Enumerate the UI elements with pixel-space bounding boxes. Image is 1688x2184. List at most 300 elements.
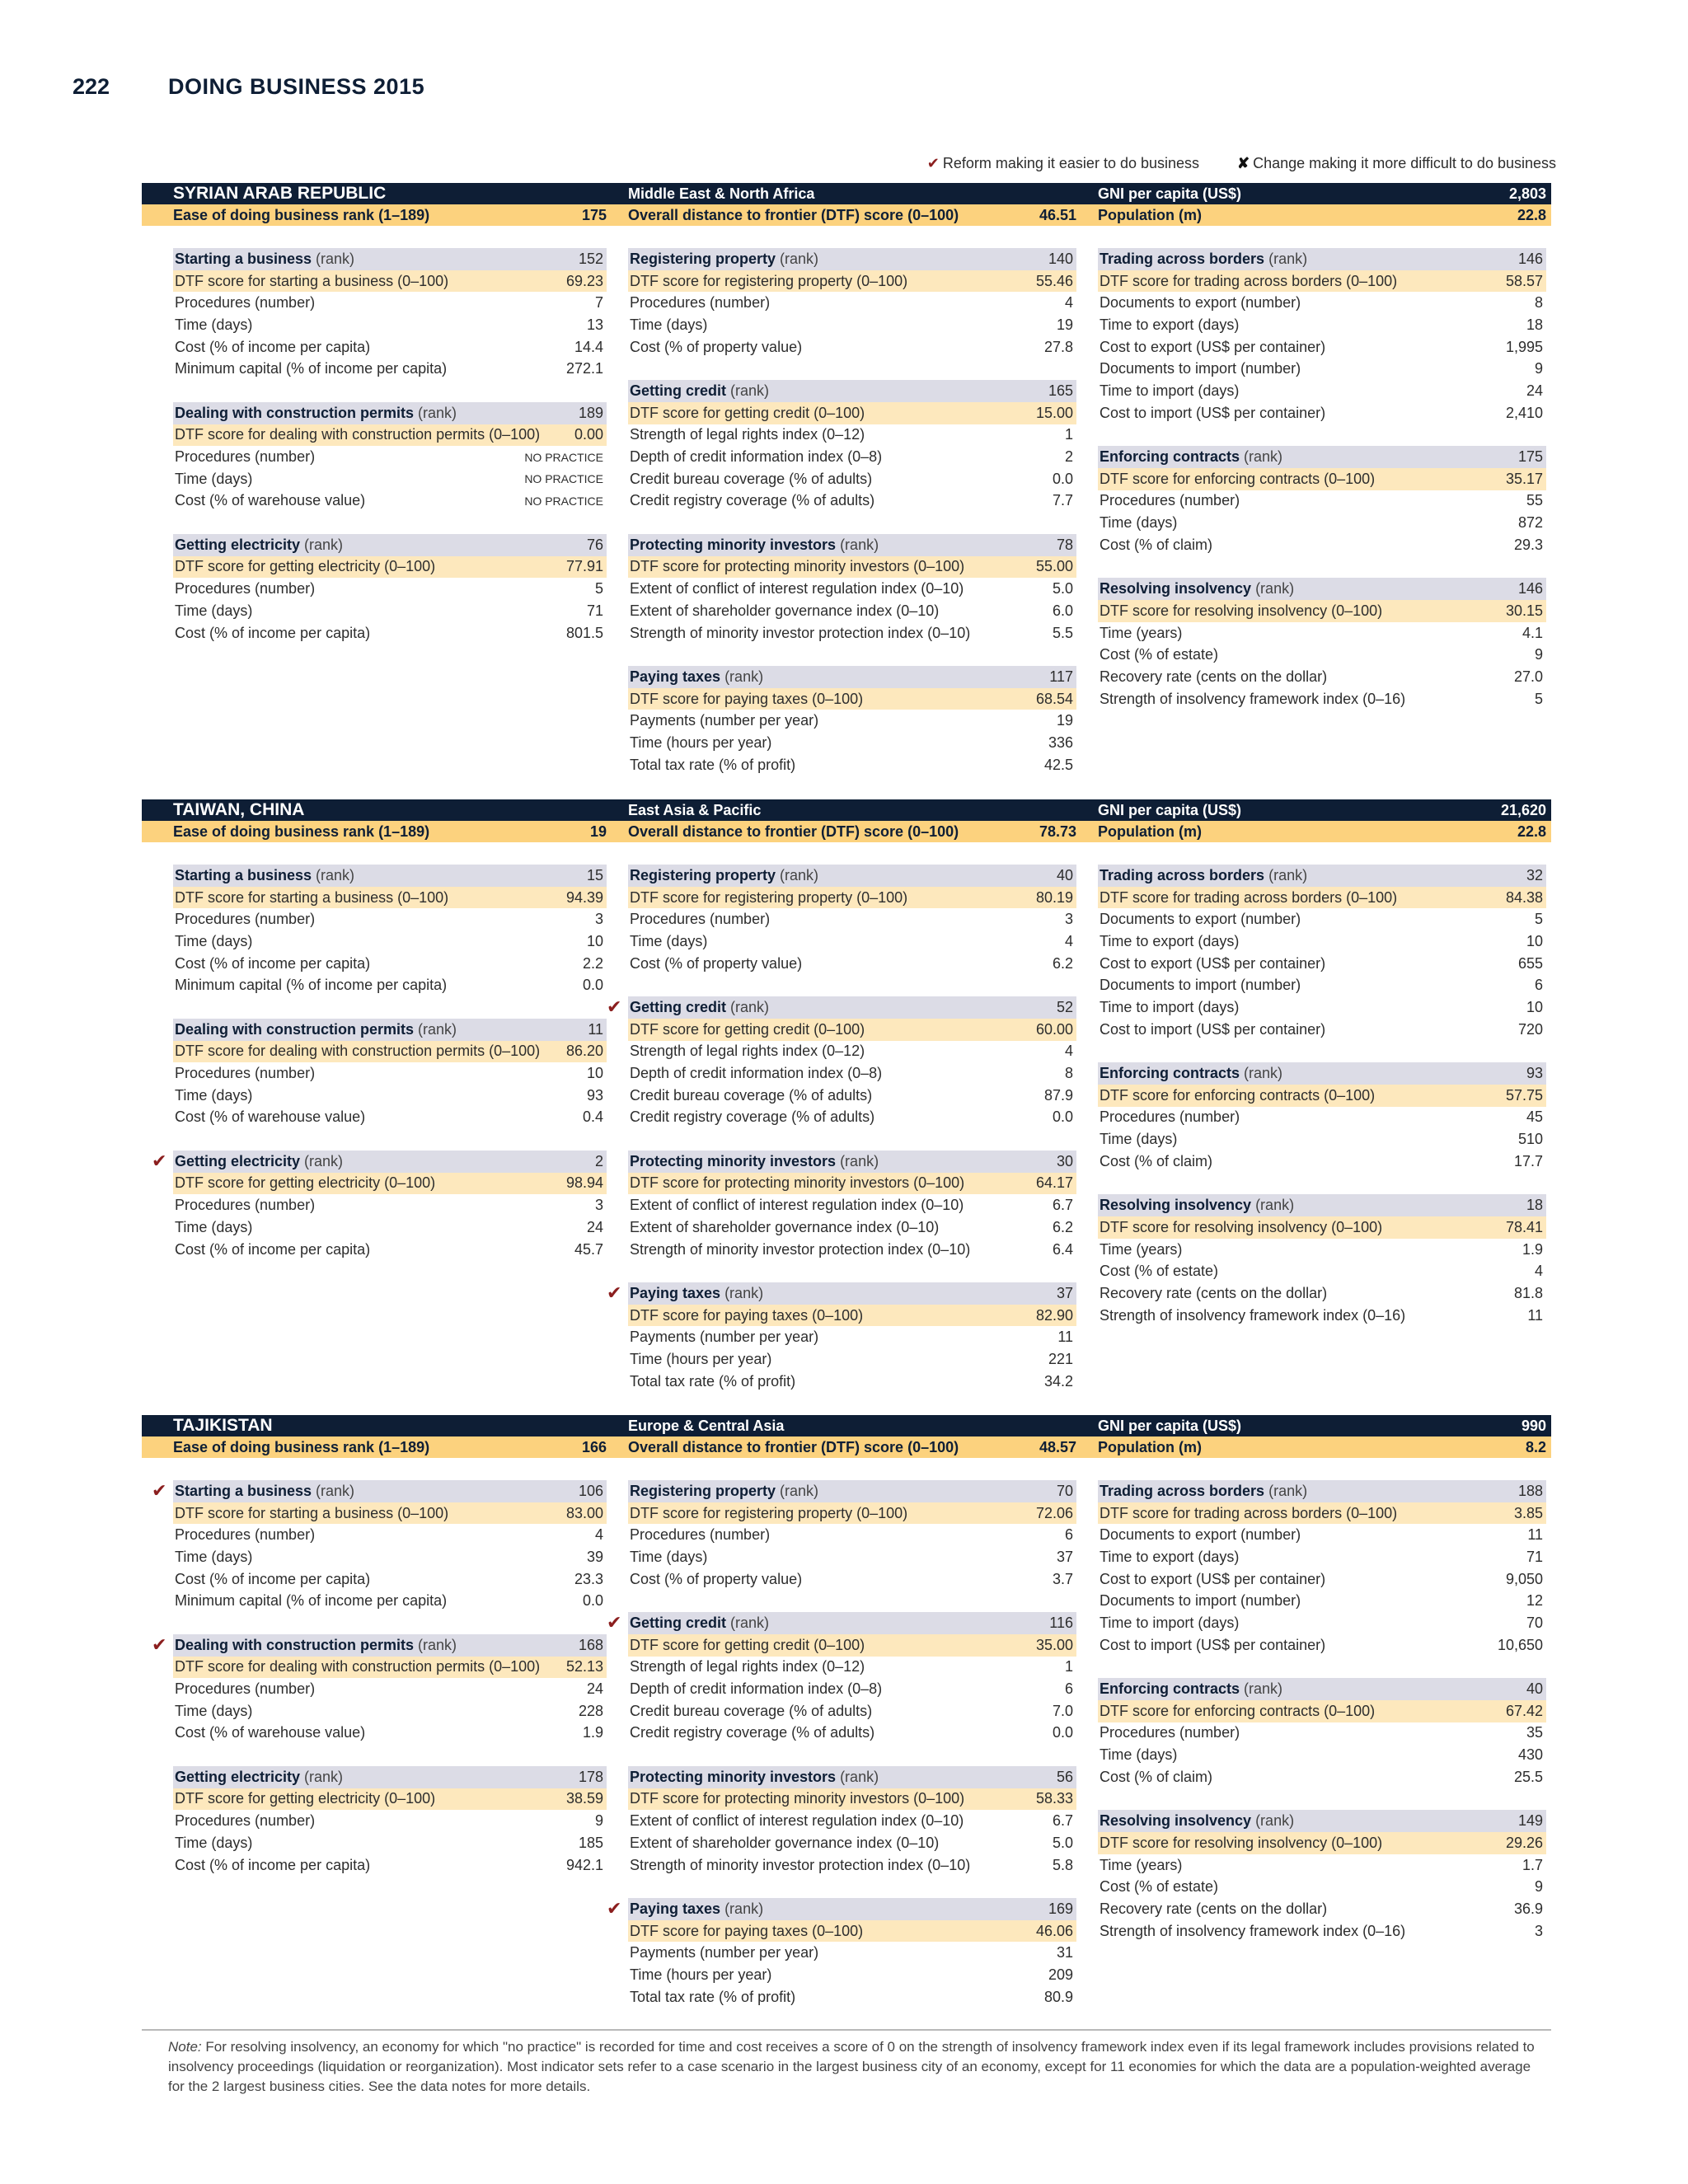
sub-indicator-label: Procedures (number) xyxy=(175,911,316,928)
sub-indicator-value: 6.4 xyxy=(1052,1240,1073,1258)
indicator-block xyxy=(1098,865,1546,1041)
reform-check-icon: ✔ xyxy=(607,996,622,1018)
sub-indicator-value: 27.0 xyxy=(1513,668,1543,685)
sub-indicator-label: Documents to export (number) xyxy=(1100,911,1301,928)
sub-indicator-label: Time (days) xyxy=(1100,514,1178,532)
sub-indicator-value: 71 xyxy=(586,602,603,619)
sub-indicator-row xyxy=(1098,1546,1546,1568)
sub-indicator-row xyxy=(1098,1239,1546,1261)
sub-indicator-value: 24 xyxy=(586,1680,603,1698)
sub-indicator-row xyxy=(1098,380,1546,402)
sub-indicator-row xyxy=(173,1085,607,1107)
sub-indicator-value: 1.7 xyxy=(1522,1856,1543,1873)
dtf-score-value: 29.26 xyxy=(1505,1834,1543,1851)
gni-value: 990 xyxy=(1521,1417,1546,1434)
sub-indicator-label: Time (years) xyxy=(1100,1240,1183,1258)
gni-label: GNI per capita (US$) xyxy=(1098,185,1242,202)
dtf-score-value: 15.00 xyxy=(1035,404,1073,421)
sub-indicator-label: Time (days) xyxy=(175,316,253,333)
sub-indicator-row xyxy=(173,622,607,644)
sub-indicator-row xyxy=(173,358,607,380)
sub-indicator-value: 3 xyxy=(1534,1922,1543,1939)
economy-block xyxy=(142,183,1551,798)
population-cell xyxy=(1081,821,1551,842)
sub-indicator-value: 5.5 xyxy=(1052,624,1073,641)
dtf-score-label: DTF score for getting electricity (0–100) xyxy=(175,1790,436,1807)
dtf-score-row xyxy=(628,1019,1076,1041)
indicator-rank: 149 xyxy=(1517,1812,1543,1830)
sub-indicator-label: Cost (% of estate) xyxy=(1100,1263,1219,1280)
indicator-block xyxy=(173,534,607,644)
indicator-header xyxy=(1098,446,1546,468)
sub-indicator-row xyxy=(1098,1305,1546,1327)
sub-indicator-value: 11 xyxy=(1527,1306,1543,1324)
sub-indicator-value: 7.7 xyxy=(1052,492,1073,509)
sub-indicator-row xyxy=(628,1832,1076,1854)
sub-indicator-label: Procedures (number) xyxy=(175,294,316,312)
footnote-divider xyxy=(142,2029,1551,2031)
sub-indicator-row xyxy=(628,446,1076,468)
sub-indicator-value: 2.2 xyxy=(582,954,603,972)
indicator-rank: 168 xyxy=(578,1636,603,1653)
legend xyxy=(927,155,1556,172)
indicator-title: Starting a business xyxy=(175,250,312,267)
sub-indicator-label: Time (days) xyxy=(1100,1746,1178,1764)
sub-indicator-value: 12 xyxy=(1526,1592,1543,1610)
sub-indicator-row xyxy=(628,336,1076,359)
sub-indicator-label: Recovery rate (cents on the dollar) xyxy=(1100,1900,1328,1917)
sub-indicator-value: 3 xyxy=(594,1197,603,1214)
sub-indicator-label: Cost (% of warehouse value) xyxy=(175,1724,366,1741)
sub-indicator-row xyxy=(1098,336,1546,359)
sub-indicator-label: Documents to export (number) xyxy=(1100,294,1301,312)
sub-indicator-value: 8 xyxy=(1534,294,1543,312)
dtf-overall-label: Overall distance to frontier (DTF) score (0–100) xyxy=(628,823,959,840)
footnote xyxy=(168,2037,1550,2097)
indicator-title: Starting a business xyxy=(175,1482,312,1499)
sub-indicator-label: Strength of legal rights index (0–12) xyxy=(630,426,865,443)
dtf-score-label: DTF score for dealing with construction permits (0–100) xyxy=(175,1043,541,1060)
indicator-title: Registering property xyxy=(630,250,776,267)
indicator-rank: 56 xyxy=(1056,1768,1073,1785)
sub-indicator-value: 87.9 xyxy=(1043,1086,1073,1104)
sub-indicator-value: 4 xyxy=(1064,932,1073,949)
reform-check-icon: ✔ xyxy=(152,1480,167,1501)
indicator-block xyxy=(1098,1480,1546,1657)
sub-indicator-row xyxy=(173,336,607,359)
sub-indicator-row xyxy=(628,424,1076,447)
sub-indicator-row xyxy=(628,754,1076,776)
indicator-header xyxy=(1098,1480,1546,1502)
sub-indicator-label: Payments (number per year) xyxy=(630,1944,819,1961)
ease-rank-value: 175 xyxy=(581,206,607,223)
rank-suffix: (rank) xyxy=(776,250,819,267)
indicator-column xyxy=(142,1480,612,2030)
indicator-block xyxy=(173,1766,607,1876)
reform-check-icon: ✔ xyxy=(607,1898,622,1919)
dtf-score-row xyxy=(1098,887,1546,909)
sub-indicator-row xyxy=(1098,1151,1546,1173)
sub-indicator-label: Time to import (days) xyxy=(1100,998,1240,1015)
indicator-block xyxy=(1098,248,1546,424)
footnote-text: For resolving insolvency, an economy for which "no practice" is recorded for time and cost receives a score of 0 on the strength of insolvency framework index even if its legal framework includes provisions related to insolvency proceedings (liquidation or reorganization). Most indicator sets refer to a case scenario in the largest business city of an economy, except for 11 economies for which the data are a population-weighted average for the 2 largest business cities. See the data notes for more details. xyxy=(168,2039,1535,2094)
sub-indicator-label: Cost (% of property value) xyxy=(630,1570,803,1587)
sub-indicator-value: NO PRACTICE xyxy=(524,494,603,508)
indicator-header xyxy=(628,1151,1076,1173)
sub-indicator-row xyxy=(173,1832,607,1854)
indicator-block xyxy=(1098,1062,1546,1172)
reform-check-icon: ✔ xyxy=(607,1282,622,1304)
dtf-score-value: 46.06 xyxy=(1035,1922,1073,1939)
indicator-header xyxy=(628,865,1076,887)
sub-indicator-label: Procedures (number) xyxy=(1100,1108,1240,1126)
sub-indicator-row xyxy=(173,468,607,490)
dtf-score-label: DTF score for paying taxes (0–100) xyxy=(630,1922,864,1939)
sub-indicator-row xyxy=(173,1810,607,1832)
footnote-prefix: Note: xyxy=(168,2039,202,2055)
rank-suffix: (rank) xyxy=(312,866,355,883)
sub-indicator-row xyxy=(628,1722,1076,1745)
sub-indicator-row xyxy=(1098,622,1546,644)
sub-indicator-value: 0.0 xyxy=(1052,470,1073,487)
sub-indicator-value: 1.9 xyxy=(1522,1240,1543,1258)
indicator-column xyxy=(142,248,612,798)
sub-indicator-label: Procedures (number) xyxy=(175,448,316,466)
sub-indicator-label: Strength of legal rights index (0–12) xyxy=(630,1658,865,1675)
legend-reform xyxy=(927,155,1199,172)
indicator-title-wrap xyxy=(630,382,769,400)
economy-header xyxy=(142,183,1551,204)
sub-indicator-row xyxy=(1098,1854,1546,1877)
indicator-title: Dealing with construction permits xyxy=(175,1020,415,1038)
indicator-rank: 32 xyxy=(1526,866,1543,883)
sub-indicator-label: Time (days) xyxy=(175,470,253,487)
sub-indicator-row xyxy=(628,1700,1076,1722)
sub-indicator-row xyxy=(628,1854,1076,1877)
sub-indicator-label: Cost to import (US$ per container) xyxy=(1100,1020,1326,1038)
sub-indicator-row xyxy=(173,1216,607,1239)
dtf-score-value: 80.19 xyxy=(1035,888,1073,906)
indicator-title: Trading across borders xyxy=(1100,866,1265,883)
economy-summary xyxy=(142,1436,1551,1458)
sub-indicator-row xyxy=(1098,490,1546,513)
sub-indicator-label: Procedures (number) xyxy=(175,1680,316,1698)
sub-indicator-label: Cost (% of income per capita) xyxy=(175,1856,371,1873)
dtf-overall-cell xyxy=(612,1436,1081,1458)
sub-indicator-value: 25.5 xyxy=(1513,1768,1543,1785)
book-title: DOING BUSINESS 2015 xyxy=(168,74,425,99)
economy-name: TAJIKISTAN xyxy=(173,1416,273,1435)
dtf-score-row xyxy=(1098,270,1546,293)
indicator-title: Enforcing contracts xyxy=(1100,1065,1240,1082)
dtf-score-value: 67.42 xyxy=(1505,1702,1543,1719)
rank-suffix: (rank) xyxy=(1240,1680,1283,1698)
region-cell xyxy=(612,799,1081,821)
indicator-title-wrap xyxy=(175,867,354,884)
sub-indicator-row xyxy=(1098,512,1546,534)
rank-suffix: (rank) xyxy=(1251,1197,1295,1214)
sub-indicator-row xyxy=(1098,1524,1546,1546)
dtf-score-row xyxy=(628,402,1076,424)
indicator-header xyxy=(607,1282,1076,1305)
indicator-rank: 37 xyxy=(1056,1284,1073,1301)
sub-indicator-label: Payments (number per year) xyxy=(630,1329,819,1346)
sub-indicator-value: 9,050 xyxy=(1505,1570,1543,1587)
indicator-columns xyxy=(142,248,1551,798)
dtf-score-row xyxy=(173,270,607,293)
indicator-header xyxy=(173,534,607,556)
dtf-score-label: DTF score for paying taxes (0–100) xyxy=(630,1306,864,1324)
cross-icon: ✘ xyxy=(1237,155,1250,171)
indicator-header xyxy=(628,1480,1076,1502)
sub-indicator-row xyxy=(628,1326,1076,1348)
sub-indicator-value: 27.8 xyxy=(1043,338,1073,355)
sub-indicator-row xyxy=(1098,1019,1546,1041)
sub-indicator-row xyxy=(173,1590,607,1612)
sub-indicator-label: Time (days) xyxy=(175,1702,253,1719)
sub-indicator-label: Procedures (number) xyxy=(175,1065,316,1082)
indicator-columns xyxy=(142,865,1551,1414)
indicator-title: Registering property xyxy=(630,1482,776,1499)
sub-indicator-value: 1.9 xyxy=(582,1724,603,1741)
rank-suffix: (rank) xyxy=(1251,1812,1295,1830)
sub-indicator-row xyxy=(628,314,1076,336)
dtf-overall-label: Overall distance to frontier (DTF) score (0–100) xyxy=(628,1438,959,1455)
reform-check-icon: ✔ xyxy=(152,1633,167,1655)
indicator-block xyxy=(173,1019,607,1128)
indicator-block xyxy=(628,1480,1076,1590)
sub-indicator-label: Extent of conflict of interest regulation index (0–10) xyxy=(630,1197,964,1214)
sub-indicator-row xyxy=(1098,292,1546,314)
legend-reform-text: Reform making it easier to do business xyxy=(942,155,1200,171)
region-name: Europe & Central Asia xyxy=(628,1417,785,1434)
population-label: Population (m) xyxy=(1098,1438,1202,1455)
indicator-title: Paying taxes xyxy=(630,668,721,685)
indicator-title: Paying taxes xyxy=(630,1900,721,1917)
sub-indicator-label: Payments (number per year) xyxy=(630,712,819,729)
sub-indicator-label: Documents to import (number) xyxy=(1100,360,1301,377)
rank-suffix: (rank) xyxy=(1251,580,1295,598)
sub-indicator-label: Procedures (number) xyxy=(1100,492,1240,509)
dtf-overall-label: Overall distance to frontier (DTF) score (0–100) xyxy=(628,206,959,223)
indicator-title: Paying taxes xyxy=(630,1284,721,1301)
sub-indicator-row xyxy=(173,1062,607,1085)
indicator-title: Starting a business xyxy=(175,866,312,883)
indicator-rank: 140 xyxy=(1048,250,1073,267)
sub-indicator-value: 0.0 xyxy=(582,1592,603,1610)
gni-label: GNI per capita (US$) xyxy=(1098,801,1242,818)
sub-indicator-value: 6.2 xyxy=(1052,1218,1073,1235)
dtf-score-row xyxy=(628,688,1076,710)
population-label: Population (m) xyxy=(1098,823,1202,840)
rank-suffix: (rank) xyxy=(1264,1482,1308,1499)
sub-indicator-value: 42.5 xyxy=(1043,756,1073,773)
sub-indicator-value: 18 xyxy=(1526,316,1543,333)
sub-indicator-label: Extent of conflict of interest regulation index (0–10) xyxy=(630,1812,964,1830)
sub-indicator-value: 2,410 xyxy=(1505,404,1543,421)
sub-indicator-row xyxy=(1098,1634,1546,1657)
sub-indicator-label: Strength of minority investor protection index (0–10) xyxy=(630,624,971,641)
indicator-header xyxy=(152,1150,607,1173)
sub-indicator-label: Strength of insolvency framework index (0–16) xyxy=(1100,1306,1406,1324)
sub-indicator-label: Time (days) xyxy=(1100,1131,1178,1148)
sub-indicator-label: Cost to import (US$ per container) xyxy=(1100,1636,1326,1653)
economy-block xyxy=(142,1415,1551,2030)
indicator-rank: 40 xyxy=(1056,866,1073,883)
indicator-header xyxy=(607,1898,1076,1920)
indicator-title-wrap xyxy=(630,999,769,1016)
indicator-rank: 169 xyxy=(1048,1900,1073,1917)
indicator-title: Resolving insolvency xyxy=(1100,1197,1252,1214)
indicator-block xyxy=(628,1766,1076,1876)
rank-suffix: (rank) xyxy=(1240,1065,1283,1082)
sub-indicator-value: 1,995 xyxy=(1505,338,1543,355)
sub-indicator-row xyxy=(1098,1107,1546,1129)
sub-indicator-label: Procedures (number) xyxy=(630,294,771,312)
sub-indicator-row xyxy=(628,600,1076,622)
dtf-overall-cell xyxy=(612,204,1081,226)
dtf-score-label: DTF score for protecting minority investors (0–100) xyxy=(630,1174,965,1192)
rank-suffix: (rank) xyxy=(726,382,770,399)
sub-indicator-row xyxy=(628,1107,1076,1129)
dtf-score-value: 68.54 xyxy=(1035,690,1073,707)
sub-indicator-value: 4 xyxy=(1064,294,1073,312)
sub-indicator-value: 0.0 xyxy=(1052,1108,1073,1126)
indicator-rank: 116 xyxy=(1049,1614,1073,1631)
sub-indicator-label: Cost (% of claim) xyxy=(1100,1768,1213,1785)
page-number: 222 xyxy=(73,74,110,99)
rank-suffix: (rank) xyxy=(720,1284,764,1301)
sub-indicator-value: 5.8 xyxy=(1052,1856,1073,1873)
region-name: Middle East & North Africa xyxy=(628,185,815,202)
indicator-title-wrap xyxy=(630,1285,763,1302)
sub-indicator-value: 0.0 xyxy=(582,977,603,994)
dtf-score-row xyxy=(1098,1216,1546,1239)
sub-indicator-value: 17.7 xyxy=(1513,1152,1543,1169)
dtf-score-label: DTF score for getting credit (0–100) xyxy=(630,1020,865,1038)
sub-indicator-row xyxy=(628,953,1076,975)
sub-indicator-value: 6.0 xyxy=(1052,602,1073,619)
sub-indicator-row xyxy=(628,622,1076,644)
region-name: East Asia & Pacific xyxy=(628,801,762,818)
rank-suffix: (rank) xyxy=(1264,250,1308,267)
indicator-title-wrap xyxy=(630,1153,879,1170)
sub-indicator-value: 6.2 xyxy=(1052,954,1073,972)
sub-indicator-value: 24 xyxy=(1526,382,1543,399)
sub-indicator-row xyxy=(1098,1568,1546,1591)
region-cell xyxy=(612,183,1081,204)
dtf-score-row xyxy=(628,556,1076,579)
indicator-title: Trading across borders xyxy=(1100,250,1265,267)
indicator-title: Getting credit xyxy=(630,382,727,399)
dtf-score-label: DTF score for starting a business (0–100) xyxy=(175,272,449,289)
ease-rank-label: Ease of doing business rank (1–189) xyxy=(173,823,430,840)
indicator-title: Getting credit xyxy=(630,998,727,1015)
sub-indicator-label: Cost to export (US$ per container) xyxy=(1100,1570,1326,1587)
sub-indicator-row xyxy=(1098,402,1546,424)
indicator-rank: 146 xyxy=(1517,580,1543,598)
dtf-score-row xyxy=(628,1634,1076,1657)
dtf-score-label: DTF score for enforcing contracts (0–100) xyxy=(1100,470,1376,487)
sub-indicator-row xyxy=(628,1239,1076,1261)
indicator-title: Enforcing contracts xyxy=(1100,1680,1240,1698)
sub-indicator-value: 9 xyxy=(594,1812,603,1830)
indicator-title-wrap xyxy=(1100,1483,1307,1500)
ease-rank-cell xyxy=(142,821,612,842)
rank-suffix: (rank) xyxy=(776,1482,819,1499)
economy-block xyxy=(142,799,1551,1414)
dtf-score-label: DTF score for getting electricity (0–100) xyxy=(175,558,436,575)
indicator-rank: 70 xyxy=(1056,1482,1073,1499)
indicator-title-wrap xyxy=(630,1900,763,1918)
dtf-score-label: DTF score for resolving insolvency (0–100) xyxy=(1100,602,1383,619)
sub-indicator-label: Cost (% of property value) xyxy=(630,954,803,972)
sub-indicator-label: Strength of insolvency framework index (0–16) xyxy=(1100,690,1406,707)
ease-rank-label: Ease of doing business rank (1–189) xyxy=(173,206,430,223)
dtf-score-value: 58.33 xyxy=(1035,1790,1073,1807)
sub-indicator-row xyxy=(173,953,607,975)
indicator-block xyxy=(152,1150,607,1260)
dtf-score-label: DTF score for getting electricity (0–100) xyxy=(175,1174,436,1192)
sub-indicator-value: 0.0 xyxy=(1052,1724,1073,1741)
indicator-header xyxy=(1098,1678,1546,1700)
dtf-score-row xyxy=(1098,1085,1546,1107)
sub-indicator-value: 6 xyxy=(1534,977,1543,994)
indicator-title: Registering property xyxy=(630,866,776,883)
indicator-title: Dealing with construction permits xyxy=(175,404,415,421)
sub-indicator-label: Minimum capital (% of income per capita) xyxy=(175,977,448,994)
sub-indicator-label: Documents to export (number) xyxy=(1100,1526,1301,1544)
sub-indicator-value: 93 xyxy=(586,1086,603,1104)
sub-indicator-label: Time to export (days) xyxy=(1100,932,1240,949)
indicator-title-wrap xyxy=(1100,867,1307,884)
sub-indicator-row xyxy=(628,930,1076,953)
sub-indicator-label: Extent of shareholder governance index (0–10) xyxy=(630,602,940,619)
rank-suffix: (rank) xyxy=(726,998,770,1015)
sub-indicator-value: NO PRACTICE xyxy=(524,472,603,486)
sub-indicator-label: Time (days) xyxy=(175,1834,253,1851)
economy-header xyxy=(142,1415,1551,1436)
sub-indicator-value: 14.4 xyxy=(574,338,603,355)
dtf-score-value: 52.13 xyxy=(565,1658,603,1675)
sub-indicator-label: Time (days) xyxy=(175,602,253,619)
indicator-header xyxy=(1098,1810,1546,1832)
sub-indicator-label: Time (years) xyxy=(1100,1856,1183,1873)
sub-indicator-row xyxy=(173,600,607,622)
indicator-title: Enforcing contracts xyxy=(1100,448,1240,466)
dtf-score-label: DTF score for protecting minority investors (0–100) xyxy=(630,558,965,575)
dtf-score-value: 77.91 xyxy=(565,558,603,575)
sub-indicator-value: 29.3 xyxy=(1513,536,1543,553)
sub-indicator-label: Time (days) xyxy=(175,1086,253,1104)
indicator-title-wrap xyxy=(175,251,354,268)
sub-indicator-row xyxy=(173,292,607,314)
indicator-title: Trading across borders xyxy=(1100,1482,1265,1499)
region-cell xyxy=(612,1415,1081,1436)
sub-indicator-value: 6.7 xyxy=(1052,1812,1073,1830)
sub-indicator-row xyxy=(173,578,607,600)
dtf-score-row xyxy=(628,1502,1076,1525)
sub-indicator-row xyxy=(1098,688,1546,710)
rank-suffix: (rank) xyxy=(414,404,457,421)
gni-cell xyxy=(1081,1415,1551,1436)
check-icon: ✔ xyxy=(926,155,940,171)
indicator-title-wrap xyxy=(175,1021,457,1038)
indicator-rank: 78 xyxy=(1056,536,1073,553)
sub-indicator-row xyxy=(628,1964,1076,1986)
indicator-rank: 175 xyxy=(1517,448,1543,466)
sub-indicator-label: Credit bureau coverage (% of adults) xyxy=(630,1086,873,1104)
